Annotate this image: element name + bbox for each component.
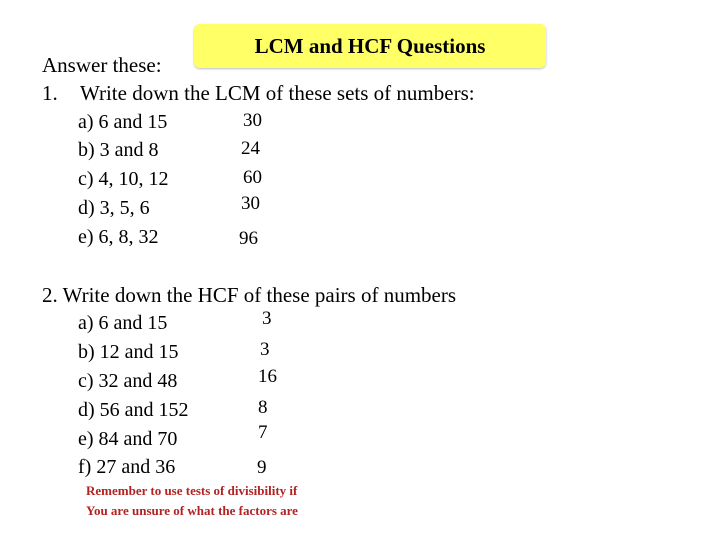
- hcf-answer-d: 8: [258, 397, 268, 418]
- lcm-question-e: e) 6, 8, 32: [78, 226, 159, 248]
- section2-heading: 2. Write down the HCF of these pairs of numbers: [42, 283, 457, 307]
- hcf-question-d: d) 56 and 152: [78, 399, 189, 421]
- hcf-question-b: b) 12 and 15: [78, 341, 179, 363]
- lcm-question-c: c) 4, 10, 12: [78, 168, 169, 190]
- section1-heading: Write down the LCM of these sets of numbers:: [80, 81, 475, 105]
- section1-number: 1.: [42, 81, 58, 105]
- lcm-question-d: d) 3, 5, 6: [78, 197, 150, 219]
- hcf-question-a: a) 6 and 15: [78, 312, 168, 334]
- lcm-answer-c: 60: [243, 167, 262, 188]
- hcf-question-f: f) 27 and 36: [78, 456, 176, 478]
- page-title: LCM and HCF Questions: [254, 34, 486, 58]
- hint-line-2: You are unsure of what the factors are: [86, 503, 298, 518]
- hint-line-1: Remember to use tests of divisibility if: [86, 483, 298, 498]
- hcf-answer-a: 3: [262, 308, 272, 329]
- lcm-answer-d: 30: [241, 193, 260, 214]
- hcf-question-c: c) 32 and 48: [78, 370, 178, 392]
- lcm-answer-a: 30: [243, 110, 262, 131]
- lcm-answer-e: 96: [239, 228, 258, 249]
- intro-text: Answer these:: [42, 53, 162, 77]
- hcf-question-e: e) 84 and 70: [78, 428, 178, 450]
- hcf-answer-e: 7: [258, 422, 268, 443]
- hcf-answer-b: 3: [260, 339, 270, 360]
- lcm-answer-b: 24: [241, 138, 260, 159]
- hcf-answer-c: 16: [258, 366, 277, 387]
- lcm-question-a: a) 6 and 15: [78, 111, 168, 133]
- hcf-answer-f: 9: [257, 457, 267, 478]
- lcm-question-b: b) 3 and 8: [78, 139, 159, 161]
- title-banner: [194, 24, 546, 68]
